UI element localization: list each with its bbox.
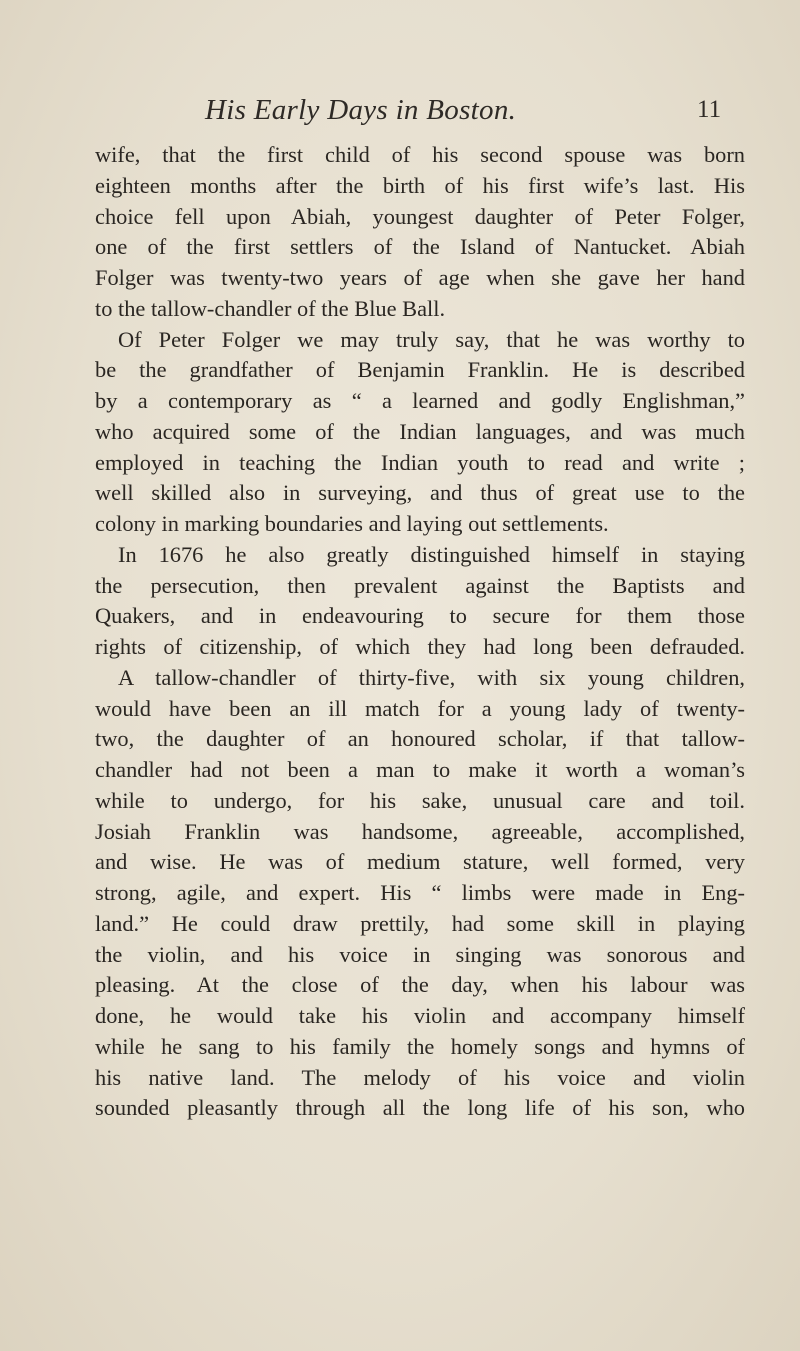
text-line: and wise. He was of medium stature, well formed, very bbox=[95, 849, 745, 875]
text-line: while to undergo, for his sake, unusual care and toil. bbox=[95, 787, 745, 813]
text-line: eighteen months after the birth of his first wife’s last. His bbox=[95, 172, 745, 198]
text-line: In 1676 he also greatly distinguished himself in staying bbox=[118, 541, 745, 567]
text-line: A tallow-chandler of thirty-five, with six young children, bbox=[118, 664, 745, 690]
text-line: well skilled also in surveying, and thus of great use to the bbox=[95, 480, 745, 506]
text-line: choice fell upon Abiah, youngest daughter of Peter Folger, bbox=[95, 203, 745, 229]
text-line: to the tallow-chandler of the Blue Ball. bbox=[95, 295, 446, 321]
text-line: land.” He could draw prettily, had some skill in playing bbox=[95, 910, 745, 936]
text-line: Josiah Franklin was handsome, agreeable, accomplished, bbox=[95, 818, 745, 844]
text-line: be the grandfather of Benjamin Franklin. He is described bbox=[95, 357, 745, 383]
text-line: one of the first settlers of the Island of Nantucket. Abiah bbox=[95, 234, 745, 260]
text-line: pleasing. At the close of the day, when his labour was bbox=[95, 972, 745, 998]
text-line: done, he would take his violin and accompany himself bbox=[95, 1003, 745, 1028]
text-line: rights of citizenship, of which they had long been defrauded. bbox=[95, 634, 745, 659]
text-line: the violin, and his voice in singing was sonorous and bbox=[95, 941, 745, 967]
text-line: while he sang to his family the homely songs and hymns of bbox=[95, 1033, 745, 1059]
text-line: Quakers, and in endeavouring to secure for them those bbox=[95, 603, 745, 629]
body-text bbox=[95, 140, 745, 1124]
text-line: sounded pleasantly through all the long life of his son, who bbox=[95, 1095, 745, 1121]
text-line: Folger was twenty-two years of age when she gave her hand bbox=[95, 265, 745, 290]
running-title: His Early Days in Boston. bbox=[205, 94, 517, 126]
text-line: his native land. The melody of his voice and violin bbox=[95, 1064, 745, 1090]
text-line: two, the daughter of an honoured scholar, if that tallow- bbox=[95, 726, 745, 752]
text-line: wife, that the first child of his second spouse was born bbox=[95, 142, 745, 167]
text-line: Of Peter Folger we may truly say, that he was worthy to bbox=[118, 326, 745, 352]
text-line: by a contemporary as “ a learned and godly Englishman,” bbox=[95, 388, 745, 413]
text-line: the persecution, then prevalent against the Baptists and bbox=[95, 572, 745, 598]
text-line: colony in marking boundaries and laying out settlements. bbox=[95, 511, 609, 536]
text-line: strong, agile, and expert. His “ limbs were made in Eng- bbox=[95, 880, 745, 905]
text-line: would have been an ill match for a young lady of twenty- bbox=[95, 695, 745, 721]
page-number: 11 bbox=[697, 96, 722, 123]
text-line: employed in teaching the Indian youth to read and write ; bbox=[95, 449, 745, 475]
text-line: chandler had not been a man to make it worth a woman’s bbox=[95, 757, 745, 782]
text-line: who acquired some of the Indian languages, and was much bbox=[95, 418, 745, 444]
